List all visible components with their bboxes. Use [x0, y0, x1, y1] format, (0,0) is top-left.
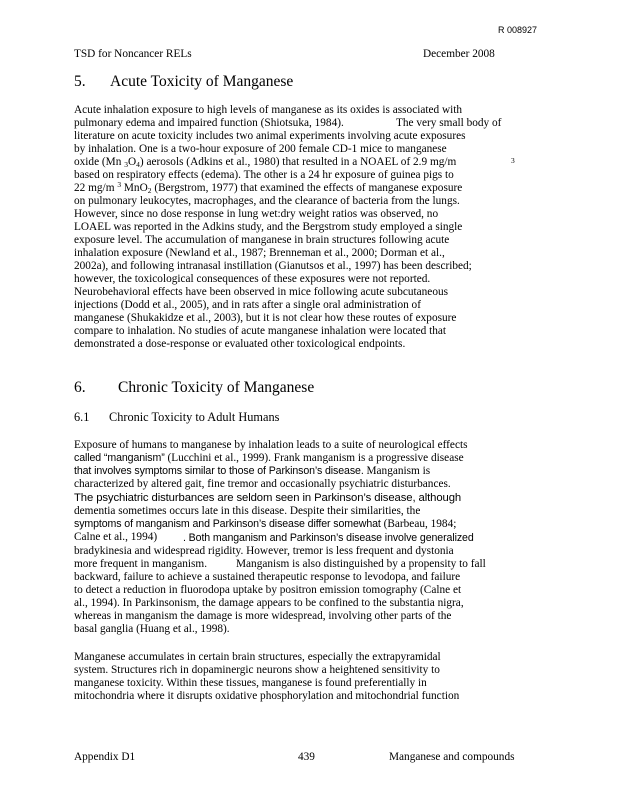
- text-line: LOAEL was reported in the Adkins study, and the Bergstrom study employed a single: [74, 221, 463, 233]
- footer-right: Manganese and compounds: [389, 751, 515, 763]
- text-line: However, since no dose response in lung wet:dry weight ratios was observed, no: [74, 208, 439, 220]
- text-line: called “manganism” (Lucchini et al., 1999). Frank manganism is a progressive disease: [74, 452, 464, 464]
- text-line: Exposure of humans to manganese by inhalation leads to a suite of neurological effects: [74, 439, 468, 451]
- text-line: pulmonary edema and impaired function (Shiotsuka, 1984).: [74, 117, 344, 129]
- section-number: 6.: [74, 379, 86, 396]
- section-title: Acute Toxicity of Manganese: [110, 73, 294, 90]
- text-line: oxide (Mn 3O4) aerosols (Adkins et al., 1980) that resulted in a NOAEL of 2.9 mg/m: [74, 156, 457, 169]
- text-line: Manganism is also distinguished by a propensity to fall: [236, 558, 486, 570]
- text-line: manganese (Shukakidze et al., 2003), but it is not clear how these routes of exposure: [74, 312, 457, 324]
- text-line: on pulmonary leukocytes, macrophages, and the clearance of bacteria from the lungs.: [74, 195, 460, 207]
- text-line: to detect a reduction in fluorodopa uptake by positron emission tomography (Calne et: [74, 584, 462, 596]
- text-line: based on respiratory effects (edema). The other is a 24 hr exposure of guinea pigs to: [74, 169, 454, 181]
- subsection-number: 6.1: [74, 410, 90, 424]
- text-line: symptoms of manganism and Parkinson’s disease differ somewhat (Barbeau, 1984;: [74, 518, 457, 530]
- text-line: compare to inhalation. No studies of acute manganese inhalation were located that: [74, 325, 447, 337]
- text-line: al., 1994). In Parkinsonism, the damage appears to be confined to the substantia nigra,: [74, 597, 464, 609]
- text-line: system. Structures rich in dopaminergic neurons show a heightened sensitivity to: [74, 664, 440, 676]
- text-line: literature on acute toxicity includes two animal experiments involving acute exposures: [74, 130, 466, 142]
- text-line: inhalation exposure (Newland et al., 1987; Brenneman et al., 2000; Dorman et al.,: [74, 247, 445, 259]
- footer-left: Appendix D1: [74, 751, 136, 763]
- running-header-left: TSD for Noncancer RELs: [74, 48, 192, 60]
- superscript: 3: [511, 156, 515, 165]
- text-line: injections (Dodd et al., 2005), and in rats after a single oral administration of: [74, 299, 421, 311]
- text-line: basal ganglia (Huang et al., 1998).: [74, 623, 230, 635]
- subsection-title: Chronic Toxicity to Adult Humans: [109, 410, 280, 424]
- document-stamp: R 008927: [498, 25, 538, 35]
- text-line: bradykinesia and widespread rigidity. However, tremor is less frequent and dystonia: [74, 545, 454, 557]
- text-line: exposure level. The accumulation of manganese in brain structures following acute: [74, 234, 450, 246]
- text-line: Calne et al., 1994): [74, 531, 158, 543]
- text-line: mitochondria where it disrupts oxidative phosphorylation and mitochondrial function: [74, 690, 460, 702]
- text-line: dementia sometimes occurs late in this disease. Despite their similarities, the: [74, 505, 421, 517]
- text-line: characterized by altered gait, fine tremor and occasionally psychiatric disturbances.: [74, 478, 451, 490]
- text-line: whereas in manganism the damage is more widespread, involving other parts of the: [74, 610, 452, 622]
- section-title: Chronic Toxicity of Manganese: [118, 379, 315, 396]
- text-line: Acute inhalation exposure to high levels of manganese as its oxides is associated with: [74, 104, 463, 116]
- text-line: by inhalation. One is a two-hour exposure of 200 female CD-1 mice to manganese: [74, 143, 447, 155]
- text-line: The psychiatric disturbances are seldom seen in Parkinson’s disease, although: [74, 492, 462, 504]
- text-line: Neurobehavioral effects have been observed in mice following acute subcutaneous: [74, 286, 449, 298]
- text-line: manganese toxicity. Within these tissues, manganese is found preferentially in: [74, 677, 427, 689]
- text-line: . Both manganism and Parkinson’s disease involve generalized: [183, 532, 474, 544]
- text-line: The very small body of: [396, 117, 502, 129]
- text-line: more frequent in manganism.: [74, 558, 208, 570]
- running-header-right: December 2008: [423, 48, 495, 60]
- text-line: Manganese accumulates in certain brain structures, especially the extrapyramidal: [74, 651, 441, 663]
- page-number: 439: [298, 751, 315, 763]
- text-line: that involves symptoms similar to those of Parkinson’s disease. Manganism is: [74, 465, 431, 477]
- section-number: 5.: [74, 73, 86, 90]
- text-line: 22 mg/m $^3$ MnO2 (Bergstrom, 1977) that examined the effects of manganese exposure: [74, 180, 463, 195]
- text-line: 2002a), and following intranasal instillation (Gianutsos et al., 1997) has been described;: [74, 260, 472, 272]
- text-line: demonstrated a dose-response or evaluated other toxicological endpoints.: [74, 338, 406, 350]
- text-line: backward, failure to achieve a sustained therapeutic response to levodopa, and failure: [74, 571, 461, 583]
- text-line: however, the toxicological consequences of these exposures were not reported.: [74, 273, 431, 285]
